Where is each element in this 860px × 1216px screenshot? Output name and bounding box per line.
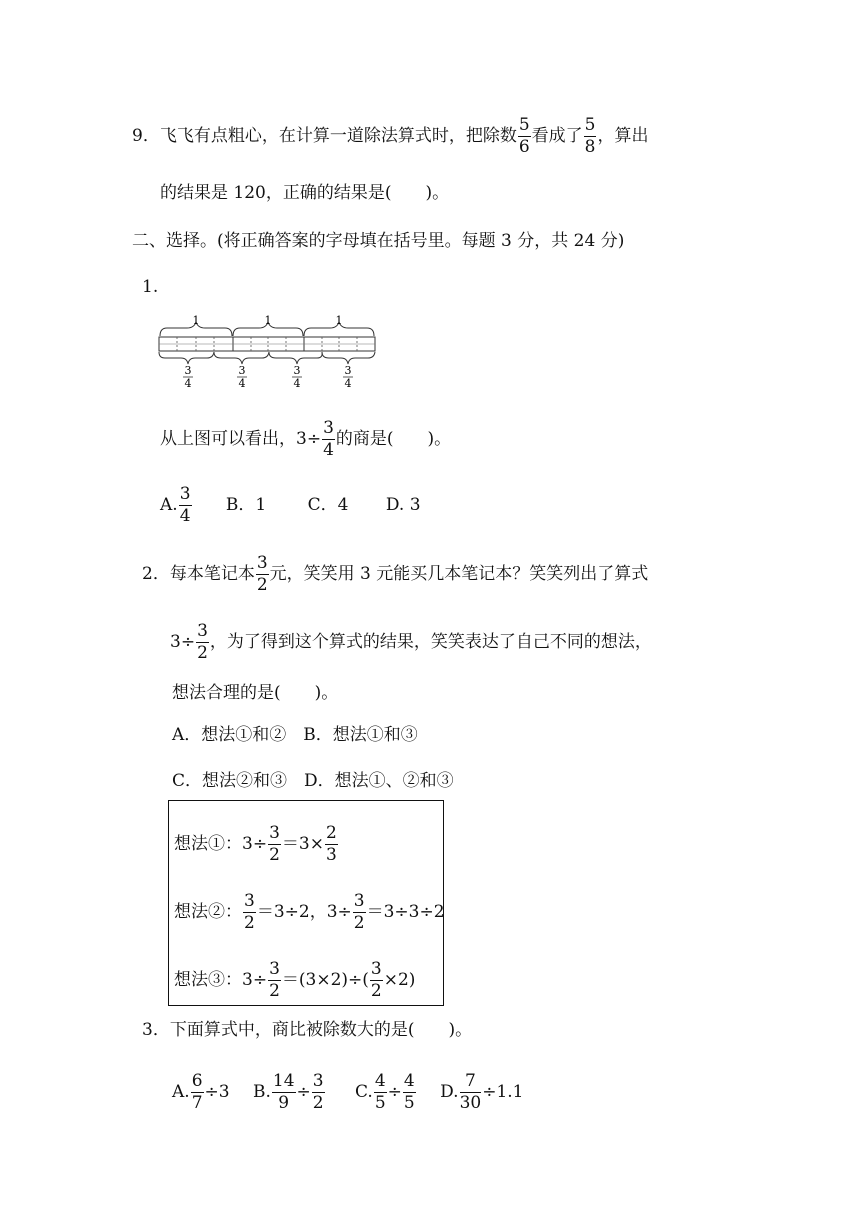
q1-stem-fraction xyxy=(322,420,335,459)
denominator: 9 xyxy=(278,1093,290,1113)
q2-line3: 想法合理的是( )。 xyxy=(172,683,339,703)
q2-options-cd: C．想法②和③ D．想法①、②和③ xyxy=(172,771,454,791)
option-text: ÷1.1 xyxy=(482,1082,524,1102)
denominator: 8 xyxy=(584,137,596,157)
q2-text-a: 每本笔记本 xyxy=(169,564,255,584)
q9-line1 xyxy=(132,117,648,156)
numerator: 4 xyxy=(374,1071,386,1091)
idea-text: ＝3÷2，3÷ xyxy=(256,902,352,922)
option-text: ÷ xyxy=(296,1082,311,1102)
numerator: 5 xyxy=(584,115,596,135)
q1-option-d: D. 3 xyxy=(385,495,421,515)
q1-stem-a: 从上图可以看出，3÷ xyxy=(160,429,322,449)
q2-idea-2 xyxy=(174,893,445,932)
denominator: 2 xyxy=(312,1093,324,1113)
q3-stem-text: 下面算式中，商比被除数大的是( )。 xyxy=(169,1020,473,1040)
denominator: 5 xyxy=(403,1093,415,1113)
numerator: 4 xyxy=(403,1071,415,1091)
numerator: 3 xyxy=(269,823,280,843)
numerator: 3 xyxy=(256,553,268,573)
denominator: 2 xyxy=(370,981,382,1001)
idea-text: 3÷ xyxy=(242,970,268,990)
idea-text: 3÷ xyxy=(242,834,268,854)
q1-option-a xyxy=(160,484,193,526)
option-letter: D. xyxy=(440,1082,459,1102)
q1-fraction-bar-diagram xyxy=(155,312,390,392)
q9-text-b: 看成了 xyxy=(531,126,583,146)
option-letter: C. xyxy=(355,1082,373,1102)
q1-stem xyxy=(160,420,451,459)
idea-text: ＝3× xyxy=(281,834,324,854)
q3-option-b xyxy=(252,1071,326,1113)
denominator: 30 xyxy=(459,1093,482,1113)
q9-line2: 的结果是 120，正确的结果是( )。 xyxy=(160,183,450,203)
bottom-label-4-num: 3 xyxy=(344,364,352,377)
idea-fraction xyxy=(353,893,366,932)
q2-number: 2． xyxy=(142,564,170,584)
option-text: ÷3 xyxy=(204,1082,230,1102)
idea-fraction xyxy=(325,825,338,864)
numerator: 14 xyxy=(272,1071,295,1091)
denominator: 6 xyxy=(518,137,530,157)
numerator: 3 xyxy=(353,891,365,911)
bottom-label-2-num: 3 xyxy=(238,364,246,377)
q2-fraction xyxy=(256,555,269,594)
denominator: 4 xyxy=(179,506,191,526)
q3-option-a xyxy=(172,1071,230,1113)
idea-text: ＝3÷3÷2 xyxy=(366,902,445,922)
denominator: 3 xyxy=(325,845,337,865)
q2-options-ab: A．想法①和② B．想法①和③ xyxy=(172,725,418,745)
denominator: 2 xyxy=(269,981,280,1001)
numerator: 3 xyxy=(370,959,382,979)
option-a-fraction xyxy=(179,486,192,525)
q2-line2-a: 3÷ xyxy=(170,632,196,652)
option-fraction xyxy=(312,1073,325,1112)
numerator: 3 xyxy=(269,959,280,979)
numerator: 6 xyxy=(191,1071,203,1091)
q1-stem-b: 的商是( )。 xyxy=(335,429,452,449)
idea-fraction xyxy=(268,825,281,864)
q9-text-a: 飞飞有点粗心，在计算一道除法算式时，把除数 xyxy=(159,126,517,146)
option-text: ÷ xyxy=(387,1082,402,1102)
q9-fraction-2 xyxy=(584,117,597,156)
bottom-label-3-den: 4 xyxy=(293,377,301,390)
idea-label: 想法①： xyxy=(174,834,242,854)
q3-option-c xyxy=(355,1071,417,1113)
option-fraction xyxy=(374,1073,387,1112)
q9-fraction-1 xyxy=(518,117,531,156)
denominator: 4 xyxy=(323,440,334,460)
q2-line2 xyxy=(170,623,652,662)
denominator: 2 xyxy=(353,913,365,933)
q2-line2-fraction xyxy=(196,623,209,662)
q9-number: 9． xyxy=(132,126,160,146)
numerator: 7 xyxy=(464,1071,476,1091)
q1-number: 1. xyxy=(142,277,159,297)
option-fraction xyxy=(191,1073,204,1112)
q9-text-c: ，算出 xyxy=(597,126,649,146)
numerator: 3 xyxy=(197,621,208,641)
q1-options xyxy=(160,486,421,525)
idea-fraction xyxy=(268,961,281,1000)
idea-label: 想法②： xyxy=(174,902,242,922)
numerator: 2 xyxy=(325,823,337,843)
q2-idea-1 xyxy=(174,825,339,864)
numerator: 3 xyxy=(323,418,334,438)
option-fraction xyxy=(403,1073,416,1112)
top-label-2: 1 xyxy=(264,314,272,327)
top-label-3: 1 xyxy=(335,314,343,327)
bottom-label-2-den: 4 xyxy=(238,377,246,390)
idea-label: 想法③： xyxy=(174,970,242,990)
option-fraction xyxy=(272,1073,296,1112)
bottom-label-1-den: 4 xyxy=(184,377,192,390)
bottom-label-4-den: 4 xyxy=(344,377,352,390)
numerator: 3 xyxy=(179,484,191,504)
denominator: 2 xyxy=(256,575,268,595)
q2-idea-3 xyxy=(174,961,415,1000)
top-label-1: 1 xyxy=(192,314,200,327)
q2-line1 xyxy=(142,555,648,594)
denominator: 2 xyxy=(197,643,208,663)
q3-stem xyxy=(142,1020,472,1040)
idea-text: ×2) xyxy=(383,970,416,990)
bottom-label-1-num: 3 xyxy=(184,364,192,377)
bottom-label-3-num: 3 xyxy=(293,364,301,377)
q2-text-b: 元，笑笑用 3 元能买几本笔记本？笑笑列出了算式 xyxy=(269,564,649,584)
q3-option-d xyxy=(440,1071,524,1113)
q1-option-b: B．1 xyxy=(225,495,267,515)
denominator: 5 xyxy=(374,1093,386,1113)
section2-heading: 二、选择。(将正确答案的字母填在括号里。每题 3 分，共 24 分) xyxy=(132,231,625,251)
option-letter: A. xyxy=(172,1082,190,1102)
option-letter: B. xyxy=(252,1082,271,1102)
numerator: 3 xyxy=(244,891,255,911)
idea-text: ＝(3×2)÷( xyxy=(281,970,369,990)
option-letter: A. xyxy=(160,495,178,515)
option-fraction xyxy=(460,1073,482,1112)
denominator: 7 xyxy=(191,1093,203,1113)
idea-fraction xyxy=(243,893,256,932)
q2-line2-b: ，为了得到这个算式的结果，笑笑表达了自己不同的想法， xyxy=(209,632,652,652)
q1-option-c: C．4 xyxy=(307,495,349,515)
denominator: 2 xyxy=(269,845,280,865)
q3-number: 3． xyxy=(142,1020,170,1040)
numerator: 3 xyxy=(312,1071,324,1091)
idea-fraction xyxy=(370,961,383,1000)
denominator: 2 xyxy=(244,913,255,933)
q3-options xyxy=(172,1073,524,1112)
numerator: 5 xyxy=(518,115,530,135)
